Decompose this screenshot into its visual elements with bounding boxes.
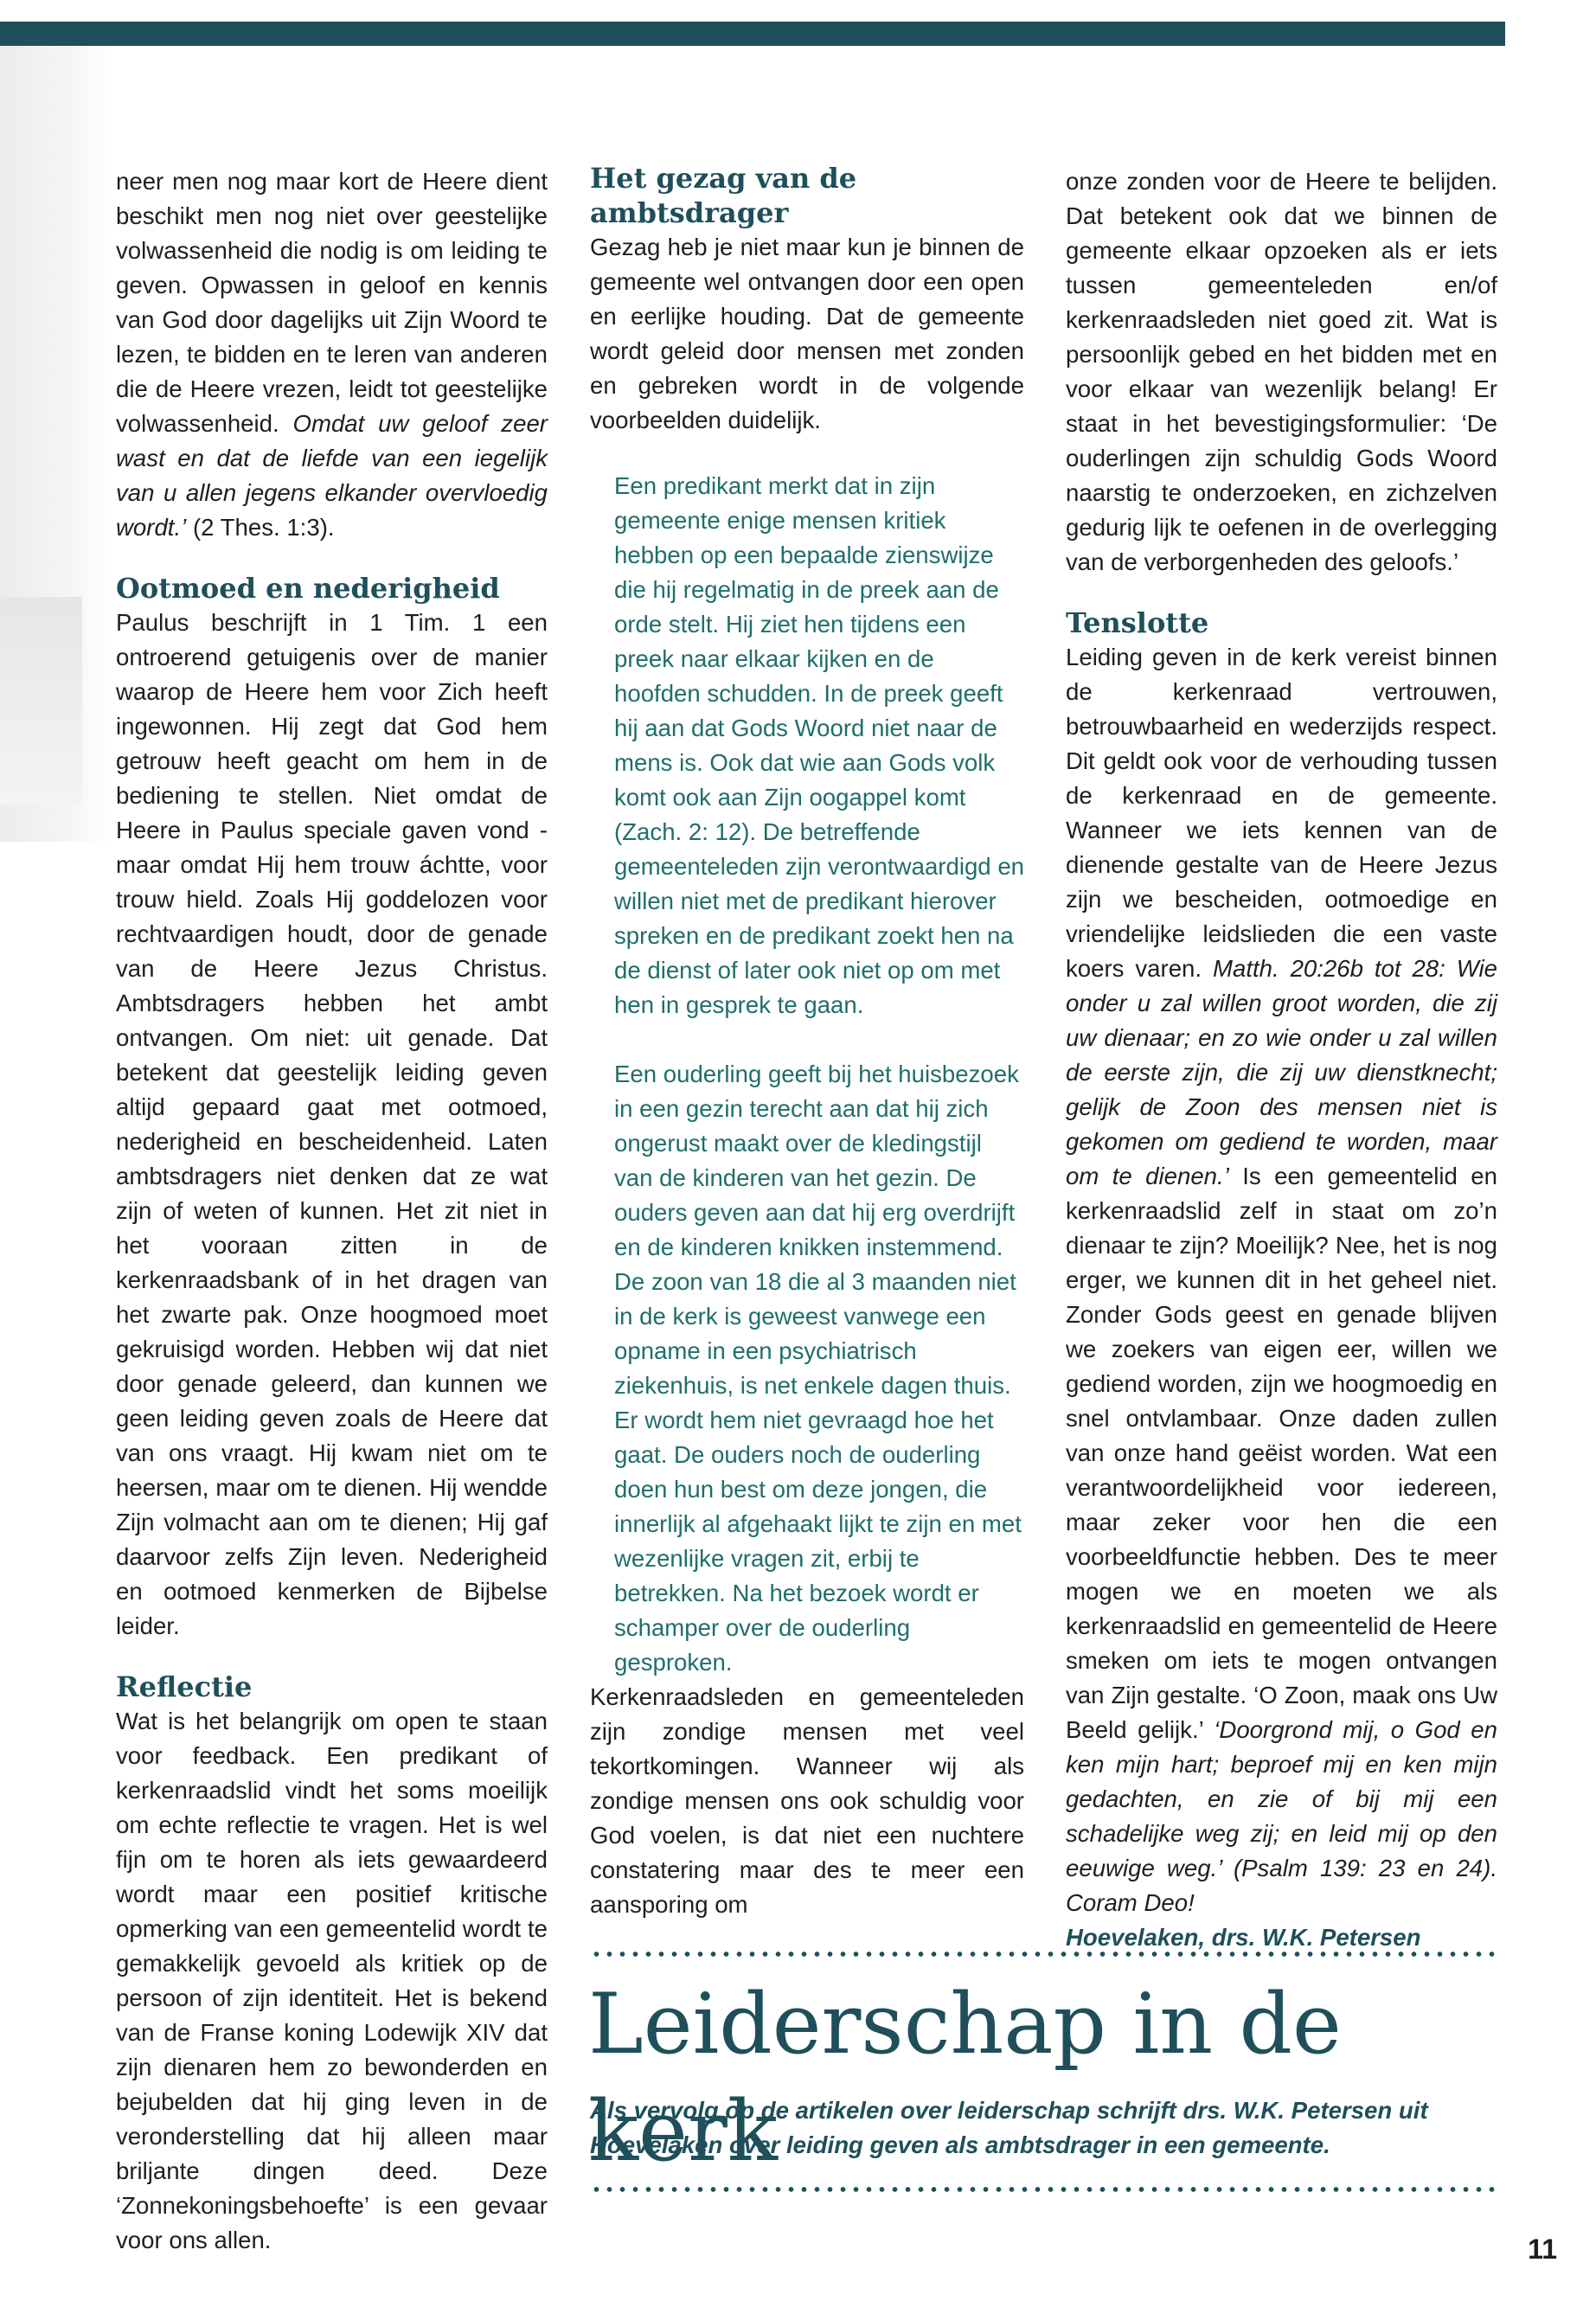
bible-quote: Omdat uw geloof zeer wast en dat de liefde van een iegelijk van u allen jegens elkander overvloedig wordt.’ [116, 410, 548, 541]
article-lead: Als vervolg op de artikelen over leiderschap schrijft drs. W.K. Petersen uit Hoevelaken over leiding geven als ambtsdrager in een gemeente. [590, 2097, 1428, 2158]
dotted-divider-bottom [590, 2187, 1498, 2192]
heading-gezag: Het gezag van de ambtsdrager [590, 162, 857, 229]
column-2 [590, 164, 1024, 1922]
dotted-divider-top [590, 1952, 1498, 1957]
col1-paragraph-2: Paulus beschrijft in 1 Tim. 1 een ontroerend getuigenis over de manier waarop de Heere hem voor Zich heeft ingewonnen. Hij zegt dat God hem getrouw heeft geacht om hem in de bediening te stellen. Niet omdat de Heere in Paulus speciale gaven vond - maar omdat Hij hem trouw áchtte, voor trouw hield. Zoals Hij goddelozen voor rechtvaardigen houdt, door de genade van de Heere Jezus Christus. Ambtsdragers hebben het ambt ontvangen. Om niet: uit genade. Dat betekent dat geestelijk leiding geven altijd gepaard gaat met ootmoed, nederigheid en bescheidenheid. Laten ambtsdragers niet denken dat ze wat zijn of weten of kunnen. Het zit niet in het vooraan zitten in de kerkenraadsbank of in het dragen van het zwarte pak. Onze hoogmoed moet gekruisigd worden. Hebben wij dat niet door genade geleerd, dan kunnen we geen leiding geven zoals de Heere dat van ons vraagt. Hij kwam niet om te heersen, maar om te dienen. Hij wendde Zijn volmacht aan om te dienen; Hij gaf daarvoor zelfs Zijn leven. Nederigheid en ootmoed kenmerken de Bijbelse leider. [116, 609, 548, 1639]
bible-quote-matthew: Matth. 20:26b tot 28: Wie onder u zal willen groot worden, die zij uw dienaar; en zo wie onder u zal willen de eerste zijn, die zij uw dienstknecht; gelijk de Zoon des mensen niet is gekomen om gediend te worden, maar om te dienen.’ [1066, 955, 1498, 1189]
article-title: Leiderschap in de kerk [588, 1976, 1342, 2180]
bible-quote-psalm: ‘Doorgrond mij, o God en ken mijn hart; beproef mij en ken mijn gedachten, en zie of bij mij een schadelijke weg zij; en leid mij op den eeuwige weg.’ (Psalm 139: 23 en 24). Coram Deo! [1066, 1716, 1497, 1916]
col3-paragraph-1: onze zonden voor de Heere te belijden. Dat betekent ook dat we binnen de gemeente elkaar opzoeken als er iets tussen gemeenteleden en/of kerkenraadsleden niet goed zit. Wat is persoonlijk gebed en het bidden met en voor elkaar van wezenlijk belang! Er staat in het bevestigingsformulier: ‘De ouderlingen zijn schuldig Gods Woord naarstig te onderzoeken, en zichzelven gedurig lijk te oefenen in de overlegging van de verborgenheden des geloofs.’ [1066, 168, 1497, 575]
example-quote-2: Een ouderling geeft bij het huisbezoek in een gezin terecht aan dat hij zich ongerust maakt over de kledingstijl van de kinderen van het gezin. De ouders geven aan dat hij erg overdrijft en de kinderen knikken instemmend. De zoon van 18 die al 3 maanden niet in de kerk is geweest vanwege een opname in een psychiatrisch ziekenhuis, is net enkele dagen thuis. Er wordt hem niet gevraagd hoe het gaat. De ouders noch de ouderling doen hun best om deze jongen, die innerlijk al afgehaakt lijkt te zijn en met wezenlijke vragen zit, erbij te betrekken. Na het bezoek wordt er schamper over de ouderling gesproken. [614, 1061, 1022, 1676]
heading-tenslotte: Tenslotte [1066, 606, 1209, 639]
heading-ootmoed: Ootmoed en nederigheid [116, 572, 500, 605]
example-quote-1: Een predikant merkt dat in zijn gemeente enige mensen kritiek hebben op een bepaalde zienswijze die hij regelmatig in de preek aan de orde stelt. Hij ziet hen tijdens een preek naar elkaar kijken en de hoofden schudden. In de preek geeft hij aan dat Gods Woord niet naar de mens is. Ook dat wie aan Gods volk komt ook aan Zijn oogappel komt (Zach. 2: 12). De betreffende gemeenteleden zijn verontwaardigd en willen niet met de predikant hierover spreken en de predikant zoekt hen na de dienst of later ook niet op om met hen in gesprek te gaan. [614, 472, 1025, 1018]
col1-paragraph-1: neer men nog maar kort de Heere dient beschikt men nog niet over geestelijke volwassenheid die nodig is om leiding te geven. Opwassen in geloof en kennis van God door dagelijks uit Zijn Woord te lezen, te bidden en te leren van anderen die de Heere vrezen, leidt tot geestelijke volwassenheid. Omdat uw geloof zeer wast en dat de liefde van een iegelijk van u allen jegens elkander overvloedig wordt.’ (2 Thes. 1:3). [116, 168, 548, 541]
col2-paragraph-2: Kerkenraadsleden en gemeenteleden zijn zondige mensen met veel tekortkomingen. Wanneer wij als zondige mensen ons ook schuldig voor God voelen, is dat niet een nuchtere constatering maar des te meer een aansporing om [590, 1683, 1024, 1918]
top-color-bar [0, 22, 1505, 46]
col3-paragraph-2: Leiding geven in de kerk vereist binnen de kerkenraad vertrouwen, betrouwbaarheid en wederzijds respect. Dit geldt ook voor de verhouding tussen de kerkenraad en de gemeente. Wanneer we iets kennen van de dienende gestalte van de Heere Jezus zijn we bescheiden, ootmoedige en vriendelijke leidslieden die een vaste koers varen. Matth. 20:26b tot 28: Wie onder u zal willen groot worden, die zij uw dienaar; en zo wie onder u zal willen de eerste zijn, die zij uw dienstknecht; gelijk de Zoon des mensen niet is gekomen om gediend te worden, maar om te dienen.’ Is een gemeentelid en kerkenraadslid zelf in staat om zo’n dienaar te zijn? Moeilijk? Nee, het is nog erger, we kunnen dit in het geheel niet. Zonder Gods geest en genade blijven we zoekers van eigen eer, willen we gediend worden, zijn we hoogmoedig en snel ontvlambaar. Onze daden zullen van onze hand geëist worden. Wat een verantwoordelijkheid voor iedereen, maar zeker voor hen die een voorbeeldfunctie hebben. Des te meer mogen we en moeten we als kerkenraadslid en gemeentelid de Heere smeken om iets te mogen ontvangen van Zijn gestalte. ‘O Zoon, maak ons Uw Beeld gelijk.’ ‘Doorgrond mij, o God en ken mijn hart; beproef mij en ken mijn gedachten, en zie of bij mij een schadelijke weg zij; en leid mij op den eeuwige weg.’ (Psalm 139: 23 en 24). Coram Deo! [1066, 644, 1498, 1916]
background-photo-shape [0, 597, 82, 804]
col1-paragraph-3: Wat is het belangrijk om open te staan voor feedback. Een predikant of kerkenraadslid vindt het soms moeilijk om echte reflectie te vragen. Het is wel fijn om te horen als iets gewaardeerd wordt maar een positief kritische opmerking van een gemeentelid wordt te gemakkelijk gevoeld als kritiek op de persoon of zijn identiteit. Het is bekend van de Franse koning Lodewijk XIV dat zijn dienaren hem zo bewonderden en bejubelden dat hij ging leven in de veronderstelling dat hij alleen maar briljante dingen deed. Deze ‘Zonnekoningsbehoefte’ is een gevaar voor ons allen. [116, 1708, 548, 2253]
column-3 [1066, 164, 1497, 1955]
column-1 [116, 164, 548, 2258]
author-signature: Hoevelaken, drs. W.K. Petersen [1066, 1924, 1421, 1951]
page-number: 11 [1528, 2234, 1557, 2265]
col2-paragraph-1: Gezag heb je niet maar kun je binnen de gemeente wel ontvangen door een open en eerlijke houding. Dat de gemeente wordt geleid door mensen met zonden en gebreken wordt in de volgende voorbeelden duidelijk. [590, 234, 1024, 433]
heading-reflectie: Reflectie [116, 1670, 253, 1703]
